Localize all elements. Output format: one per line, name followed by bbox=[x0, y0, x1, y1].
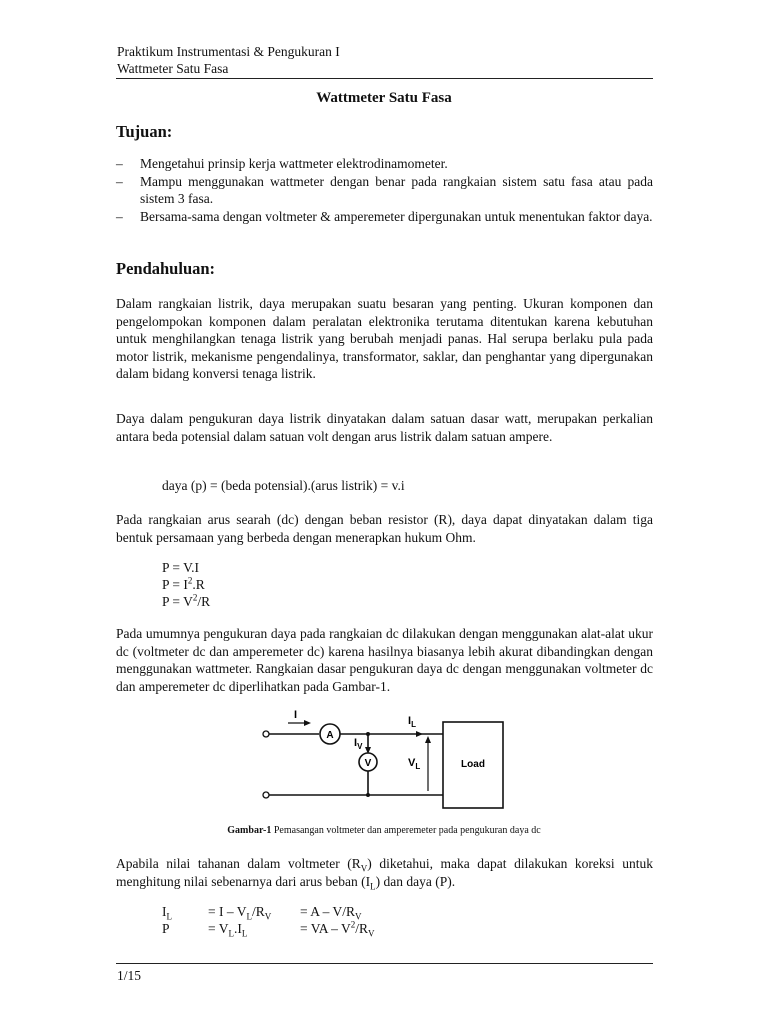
label-IV: $I_V$ bbox=[354, 737, 363, 751]
current-arrow-I bbox=[304, 720, 311, 726]
terminal-top bbox=[263, 731, 269, 737]
paragraph-daya: Daya dalam pengukuran daya listrik dinyatakan dalam satuan dasar watt, merupakan perkalian antara beda potensial dalam satuan volt dengan arus listrik dalam satuan ampere. bbox=[116, 411, 653, 444]
label-IL: $I_L$ bbox=[408, 715, 416, 729]
header-rule bbox=[116, 78, 653, 79]
label-VL: $V_L$ bbox=[408, 757, 421, 771]
correction-equations bbox=[162, 903, 375, 937]
list-item: – Mampu menggunakan wattmeter dengan benar pada rangkaian sistem satu fasa atau pada sistem 3 fasa. bbox=[116, 173, 653, 206]
equation-vi: P = V.I bbox=[162, 560, 200, 575]
header-course: Praktikum Instrumentasi & Pengukuran I bbox=[117, 44, 340, 59]
current-arrow-IL bbox=[416, 731, 423, 737]
page-header bbox=[117, 43, 340, 77]
junction-bottom bbox=[366, 793, 370, 797]
page-number: 1/15 bbox=[117, 968, 142, 983]
tujuan-list bbox=[116, 155, 653, 225]
paragraph-measurement: Pada umumnya pengukuran daya pada rangkaian dc dilakukan dengan menggunakan alat-alat ukur dc (voltmeter dc dan amperemeter dc) karena hasilnya biasanya lebih akurat dibandingkan dengan menggunakan wattmeter. Rangkaian dasar pengukuran daya dc dengan menggunakan voltmeter dc dan amperemeter dc diperlihatkan pada Gambar-1. bbox=[116, 626, 653, 694]
ohm-equations bbox=[162, 559, 210, 610]
dash-marker: – bbox=[116, 156, 123, 171]
list-item: – Mengetahui prinsip kerja wattmeter elektrodinamometer. bbox=[116, 156, 448, 171]
header-topic: Wattmeter Satu Fasa bbox=[117, 61, 229, 76]
dash-marker: – bbox=[116, 173, 123, 189]
equation-row-P: $P = V_L.I_L$ = VA – $V^2/R_V$ bbox=[162, 919, 375, 939]
equation-v2r: $P = V^2/R$ bbox=[162, 592, 211, 609]
circuit-diagram bbox=[258, 704, 508, 814]
heading-tujuan: Tujuan: bbox=[116, 122, 173, 141]
voltmeter-label: V bbox=[364, 758, 372, 769]
paragraph-intro: Dalam rangkaian listrik, daya merupakan suatu besaran yang penting. Ukuran komponen dan pengelompokan komponen dalam peralatan elektronika terutama ditentukan karena kebutuhan untuk menghilangkan tenaga listrik yang berubah menjadi panas. Hal serupa berlaku pula pada motor listrik, mekanisme pengendalinya, transformator, saklar, dan penghantar yang dipergunakan dalam bidang konversi tenaga listrik. bbox=[116, 296, 653, 381]
power-formula: daya (p) = (beda potensial).(arus listrik) = v.i bbox=[162, 478, 405, 493]
heading-pendahuluan: Pendahuluan: bbox=[116, 259, 216, 278]
label-I: I bbox=[294, 709, 298, 721]
equation-row-IL: $I_L = I - V_L/R_V = A - V/R_V$ bbox=[162, 904, 362, 922]
paragraph-correction: Apabila nilai tahanan dalam voltmeter $(R_V)$ diketahui, maka dapat dilakukan koreksi untuk menghitung nilai sebenarnya dari arus beban $(I_L)$ dan daya (P). bbox=[116, 856, 653, 892]
figure-caption: Gambar-1 Pemasangan voltmeter dan amperemeter pada pengukuran daya dc bbox=[227, 825, 541, 836]
dash-marker: – bbox=[116, 208, 123, 224]
document-title: Wattmeter Satu Fasa bbox=[316, 90, 452, 106]
load-label: Load bbox=[461, 759, 485, 770]
paragraph-dc: Pada rangkaian arus searah (dc) dengan beban resistor (R), daya dapat dinyatakan dalam tiga bentuk persamaan yang berbeda dengan menerapkan hukum Ohm. bbox=[116, 512, 653, 545]
ammeter-label: A bbox=[326, 730, 334, 741]
equation-i2r: $P = I^2.R$ bbox=[162, 575, 205, 592]
list-item: – Bersama-sama dengan voltmeter & amperemeter dipergunakan untuk menentukan faktor daya. bbox=[116, 208, 653, 224]
terminal-bottom bbox=[263, 792, 269, 798]
footer-rule bbox=[116, 963, 653, 964]
voltage-arrow-VL bbox=[425, 736, 431, 743]
